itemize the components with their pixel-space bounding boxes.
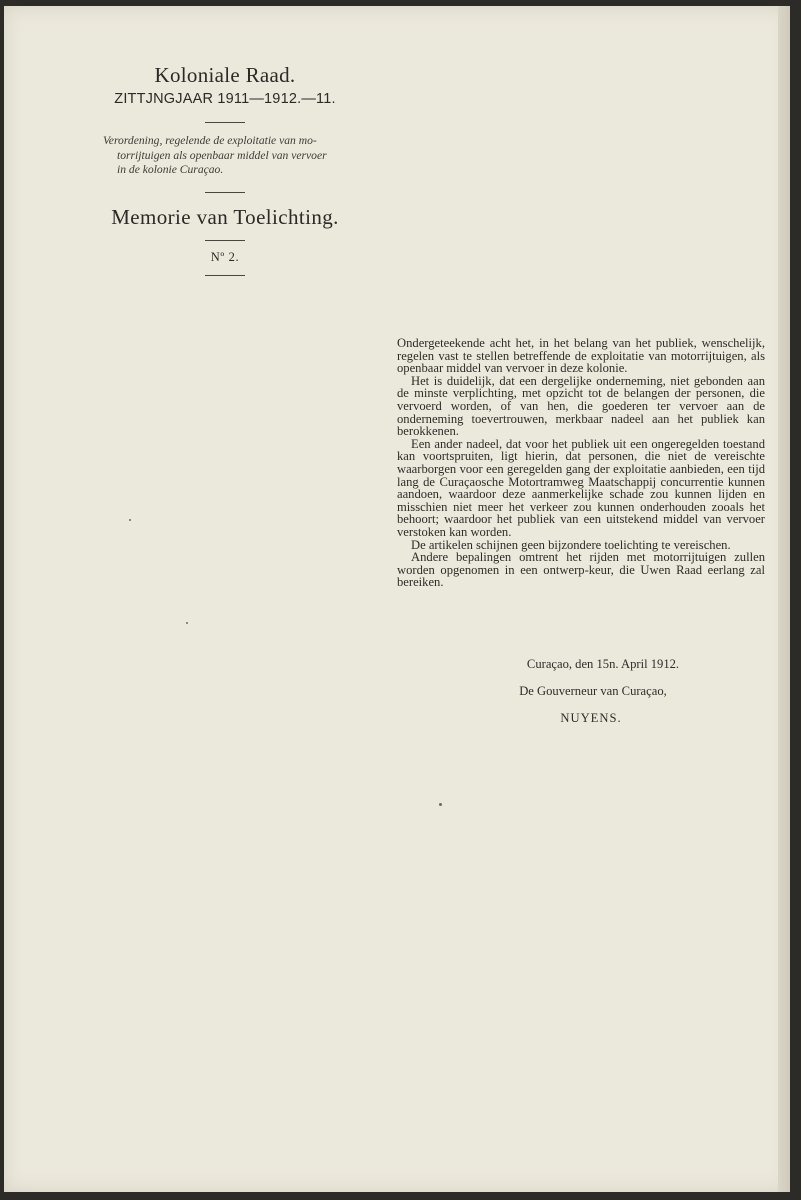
memorandum-body [397, 337, 765, 589]
body-paragraph: Andere bepalingen omtrent het rijden met motorrijtuigen zullen worden opgenomen in een ontwerp-keur, die Uwen Raad eerlang zal bereiken. [397, 550, 765, 590]
divider [205, 240, 245, 241]
divider [205, 122, 245, 123]
page-edge [778, 6, 790, 1192]
signature-name: NUYENS. [560, 711, 622, 725]
body-paragraph: Ondergeteekende acht het, in het belang van het publiek, wenschelijk, regelen vast te stellen betreffende de exploitatie van motorrijtuigen, als openbaar middel van vervoer in deze kolonie. [397, 336, 765, 376]
signature-role: De Gouverneur van Curaçao, [519, 684, 667, 698]
body-paragraph: Het is duidelijk, dat een dergelijke onderneming, niet gebonden aan de minste verplichting, met opzicht tot de belangen der personen, die vervoerd worden, of van hen, die goederen ter vervoer aan de onderneming toevertrouwen, merkbaar nadeel aan het publiek kan berokkenen. [397, 373, 765, 439]
divider [205, 192, 245, 193]
subject-line: torrijtuigen als openbaar middel van vervoer [117, 148, 327, 162]
subject-description [95, 134, 355, 178]
subject-line: Verordening, regelende de exploitatie van mo- [103, 134, 317, 147]
divider [205, 275, 245, 276]
paper-speck [439, 803, 442, 806]
body-paragraph: Een ander nadeel, dat voor het publiek uit een ongeregelden toestand kan voortspruiten, ligt hierin, dat personen, die niet de vereischte waarborgen voor een geregelden gang der exploitatie aanbieden, een tijd lang de Curaçaosche Motortramweg Maatschappij concurrentie kunnen aandoen, waardoor deze aanmerkelijke schade zou kunnen lijden en misschien niet meer het verkeer zou kunnen onderhouden zooals het behoort; waardoor het publiek van een uitstekend middel van vervoer verstoken kan worden. [397, 436, 765, 539]
council-title: Koloniale Raad. [154, 63, 296, 87]
body-paragraph: De artikelen schijnen geen bijzondere toelichting te vereischen. [411, 537, 731, 552]
paper-speck [129, 519, 131, 521]
paper-speck [186, 622, 188, 624]
memorie-heading: Memorie van Toelichting. [111, 204, 339, 229]
document-header [95, 62, 355, 287]
subject-line: in de kolonie Curaçao. [117, 163, 224, 176]
signature-date: Curaçao, den 15n. April 1912. [526, 657, 680, 671]
document-number: Nº 2. [210, 249, 240, 264]
session-year: ZITTJNGJAAR 1911—1912.—11. [114, 91, 336, 107]
